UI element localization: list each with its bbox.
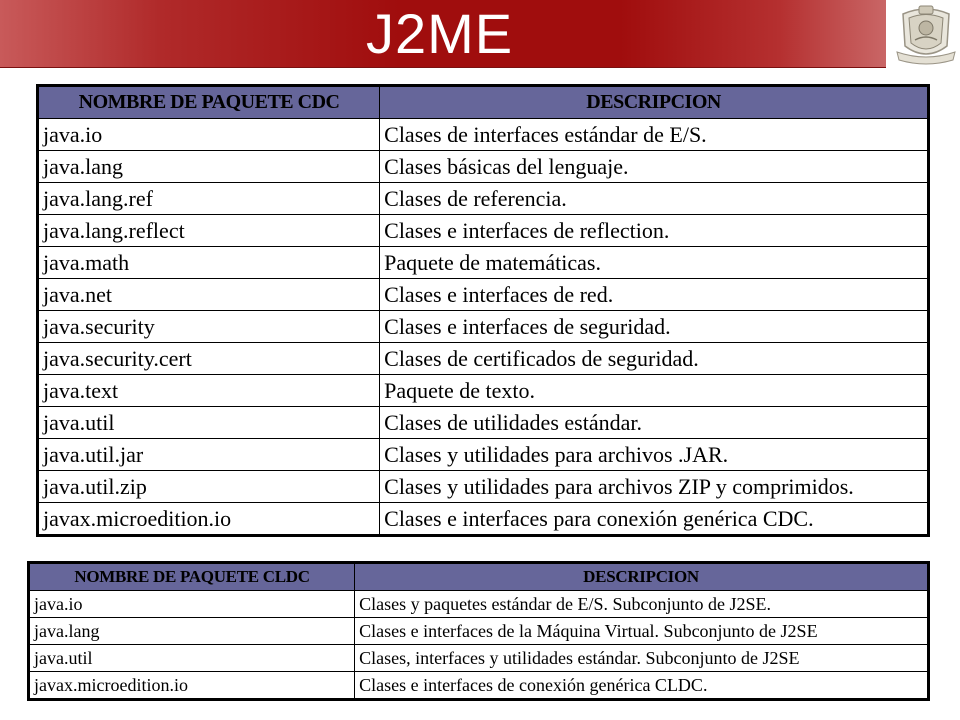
description-header: DESCRIPCION	[355, 563, 929, 591]
institution-crest-icon	[893, 0, 959, 66]
package-name-header: NOMBRE DE PAQUETE CLDC	[29, 563, 355, 591]
package-cell: java.util	[29, 645, 355, 672]
description-cell: Clases e interfaces de seguridad.	[380, 311, 929, 343]
table-row	[38, 343, 929, 375]
table-row	[38, 119, 929, 151]
description-cell: Clases e interfaces de conexión genérica CLDC.	[355, 672, 929, 700]
table-row	[38, 183, 929, 215]
table-row	[29, 618, 929, 645]
table-row	[38, 471, 929, 503]
package-cell: java.util.jar	[38, 439, 380, 471]
table-row	[38, 439, 929, 471]
table-row	[38, 279, 929, 311]
package-cell: java.math	[38, 247, 380, 279]
package-cell: java.io	[38, 119, 380, 151]
description-cell: Clases y paquetes estándar de E/S. Subconjunto de J2SE.	[355, 591, 929, 618]
table-row	[38, 247, 929, 279]
table-row	[29, 591, 929, 618]
title-banner	[0, 0, 886, 67]
table-row	[38, 407, 929, 439]
cdc-packages-table	[36, 84, 930, 537]
table-row	[38, 151, 929, 183]
table-row	[38, 311, 929, 343]
package-cell: java.text	[38, 375, 380, 407]
package-cell: javax.microedition.io	[29, 672, 355, 700]
cldc-packages-table	[27, 561, 930, 701]
description-cell: Clases de interfaces estándar de E/S.	[380, 119, 929, 151]
description-cell: Clases y utilidades para archivos ZIP y comprimidos.	[380, 471, 929, 503]
package-cell: java.net	[38, 279, 380, 311]
package-cell: java.lang.ref	[38, 183, 380, 215]
table-row	[38, 215, 929, 247]
table-header-row	[38, 86, 929, 119]
description-header: DESCRIPCION	[380, 86, 929, 119]
description-cell: Clases de utilidades estándar.	[380, 407, 929, 439]
table-row	[29, 672, 929, 700]
package-cell: java.lang	[38, 151, 380, 183]
table-row	[38, 503, 929, 536]
package-cell: java.util	[38, 407, 380, 439]
description-cell: Paquete de matemáticas.	[380, 247, 929, 279]
slide-title: J2ME	[366, 2, 514, 65]
description-cell: Paquete de texto.	[380, 375, 929, 407]
package-cell: java.io	[29, 591, 355, 618]
package-cell: java.lang	[29, 618, 355, 645]
description-cell: Clases e interfaces para conexión genérica CDC.	[380, 503, 929, 536]
description-cell: Clases e interfaces de reflection.	[380, 215, 929, 247]
package-cell: java.lang.reflect	[38, 215, 380, 247]
package-cell: java.util.zip	[38, 471, 380, 503]
table-header-row	[29, 563, 929, 591]
description-cell: Clases, interfaces y utilidades estándar. Subconjunto de J2SE	[355, 645, 929, 672]
description-cell: Clases y utilidades para archivos .JAR.	[380, 439, 929, 471]
description-cell: Clases de referencia.	[380, 183, 929, 215]
package-cell: java.security.cert	[38, 343, 380, 375]
description-cell: Clases de certificados de seguridad.	[380, 343, 929, 375]
package-name-header: NOMBRE DE PAQUETE CDC	[38, 86, 380, 119]
description-cell: Clases e interfaces de la Máquina Virtual. Subconjunto de J2SE	[355, 618, 929, 645]
table-row	[29, 645, 929, 672]
package-cell: javax.microedition.io	[38, 503, 380, 536]
package-cell: java.security	[38, 311, 380, 343]
description-cell: Clases e interfaces de red.	[380, 279, 929, 311]
table-row	[38, 375, 929, 407]
description-cell: Clases básicas del lenguaje.	[380, 151, 929, 183]
